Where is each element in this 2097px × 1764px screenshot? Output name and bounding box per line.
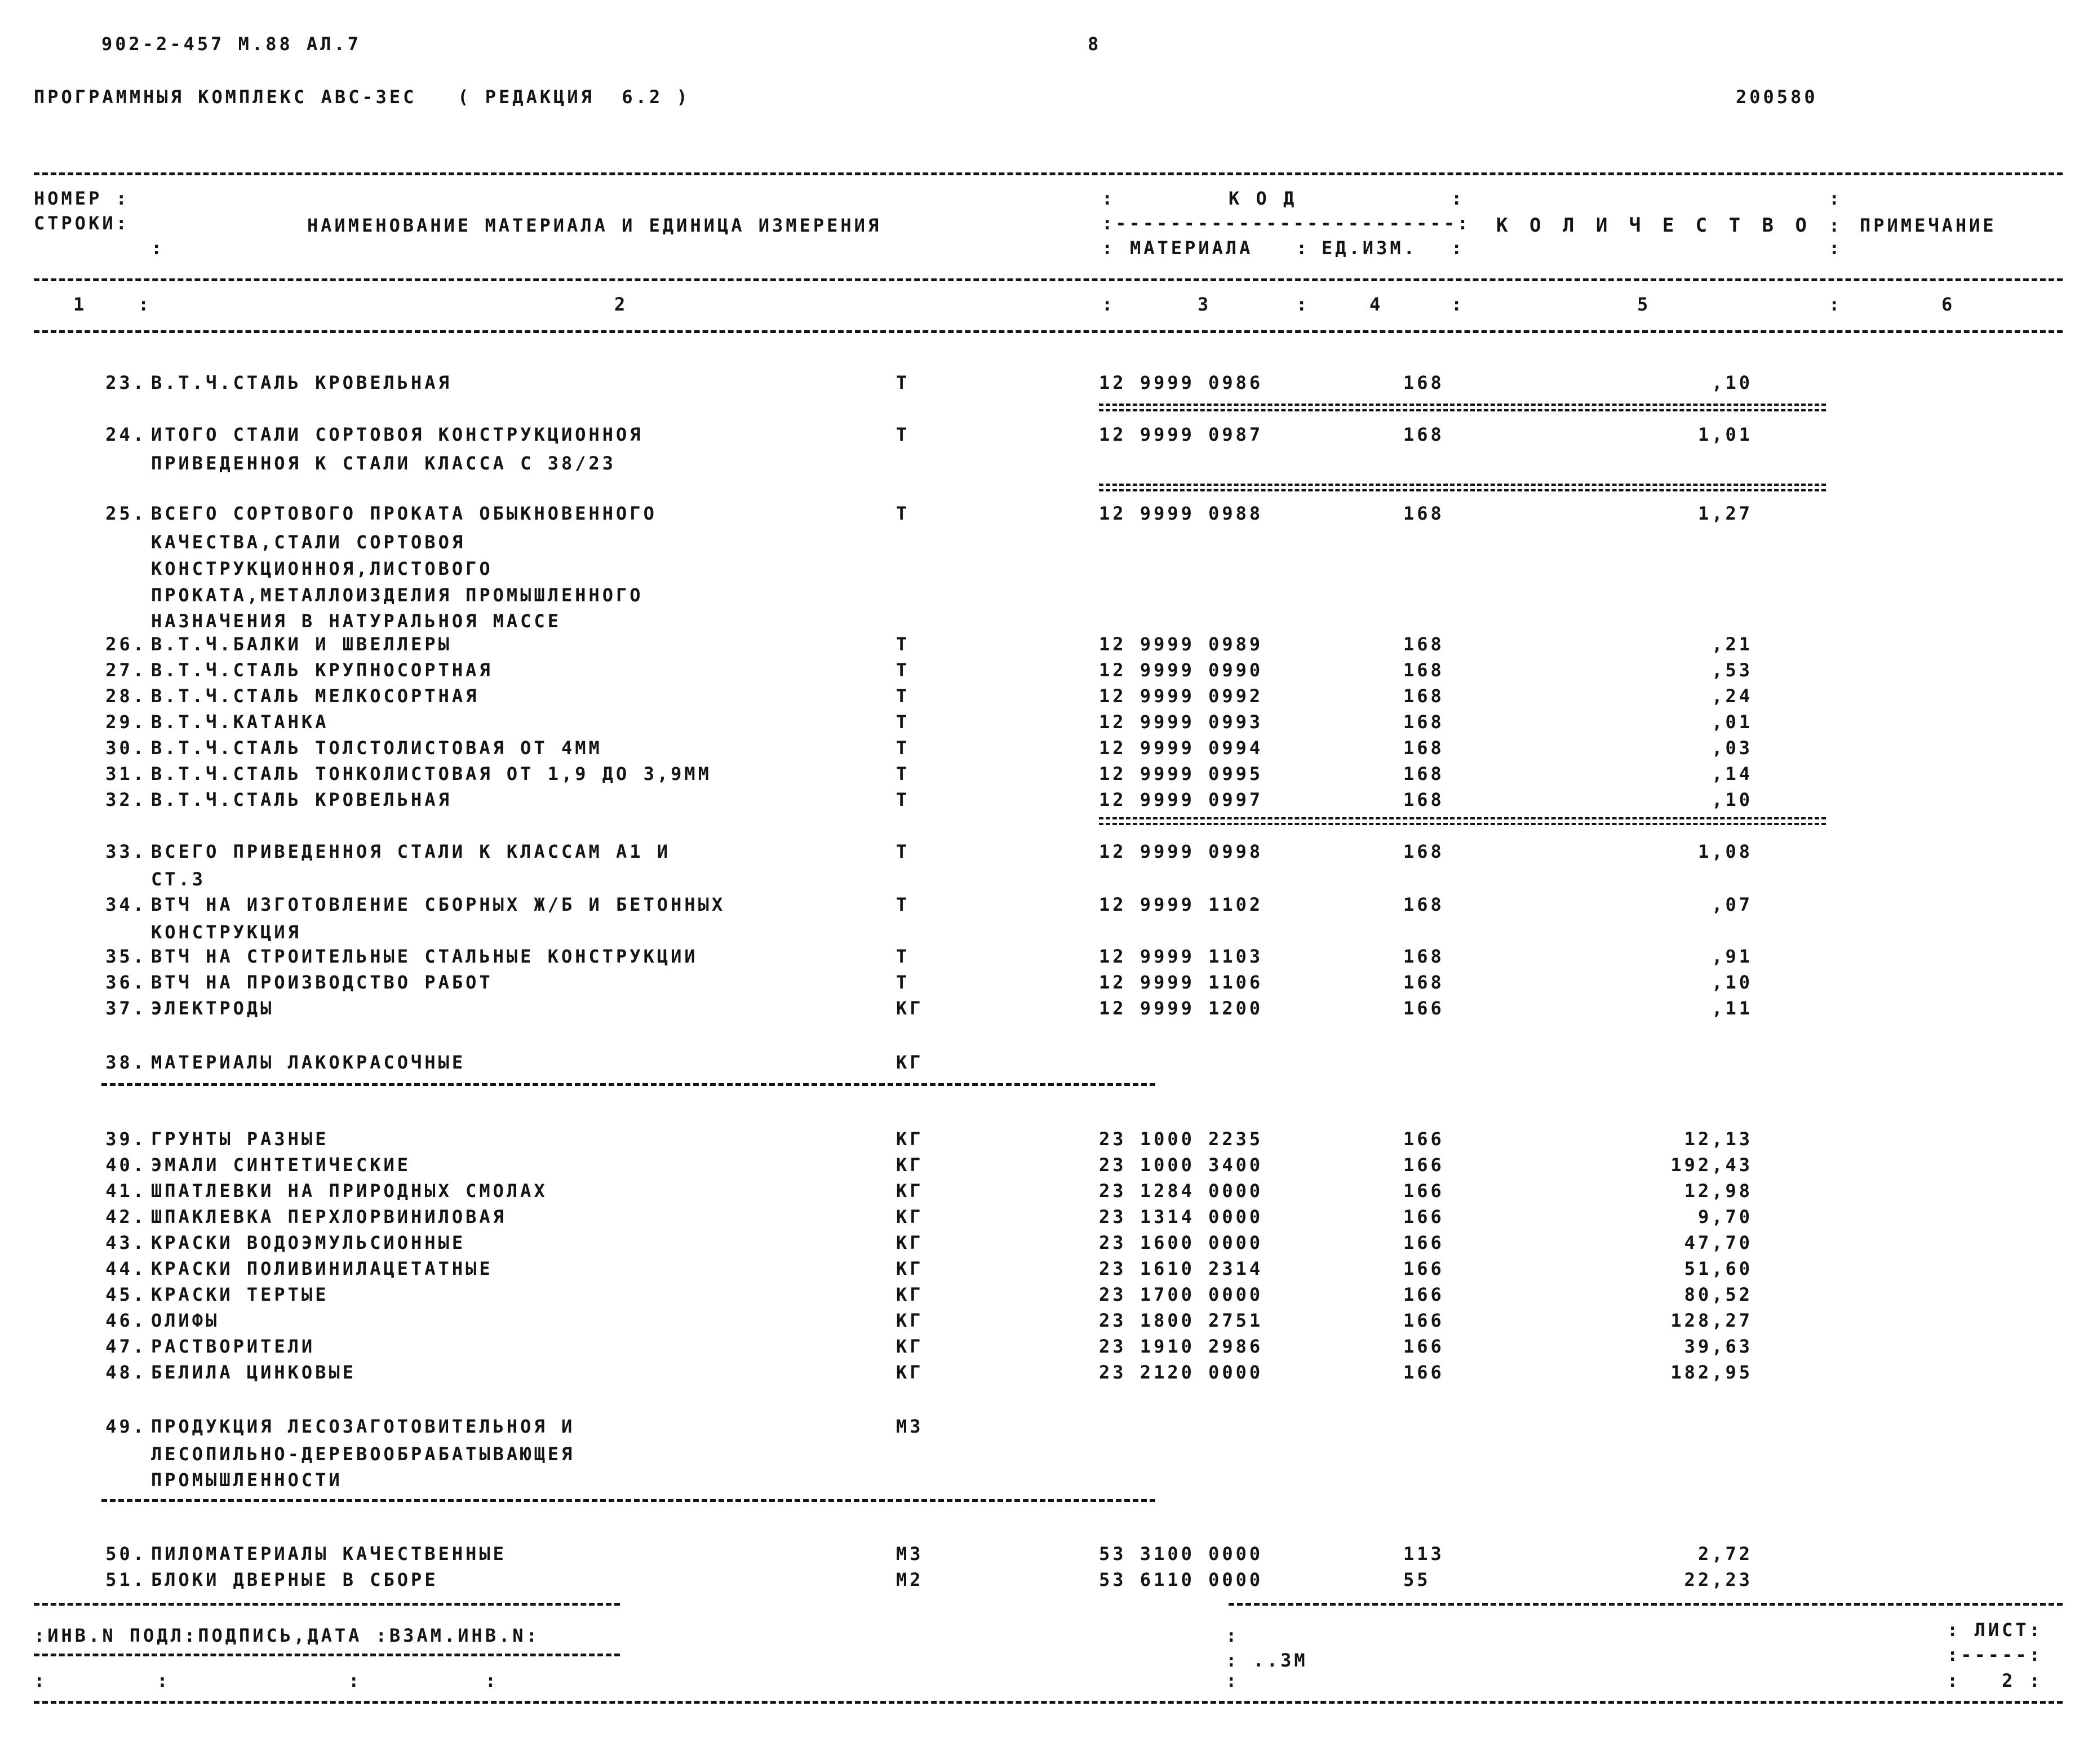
total-separator: [1099, 484, 1826, 491]
row-number: 40.: [105, 1154, 147, 1176]
stamp-colon: :: [1226, 1670, 1240, 1691]
sheet-number: : 2 :: [1947, 1670, 2043, 1691]
quantity: ,07: [1712, 894, 1753, 915]
unit: Т: [896, 763, 910, 785]
row-number: 39.: [105, 1128, 147, 1150]
header-code-colon-e: :: [1451, 237, 1465, 259]
material-code: 12 9999 0995: [1099, 763, 1263, 785]
stamp-bottom-rule: [34, 1701, 2063, 1704]
material-name: ПРОДУКЦИЯ ЛЕСОЗАГОТОВИТЕЛЬНОЯ И: [151, 1416, 575, 1437]
quantity: 192,43: [1670, 1154, 1753, 1176]
program-title: ПРОГРАММНЫЯ КОМПЛЕКС АВС-ЗЕС ( РЕДАКЦИЯ 6.2 ): [34, 86, 690, 108]
document-ref: 902-2-457 М.88 АЛ.7: [101, 33, 362, 55]
row-number: 38.: [105, 1052, 147, 1073]
header-note-colon-c: :: [1829, 237, 1843, 259]
table-row: [0, 763, 2097, 788]
row-number: 34.: [105, 894, 147, 915]
material-code: 12 9999 0994: [1099, 737, 1263, 759]
table-row: [0, 737, 2097, 762]
material-code: 23 1284 0000: [1099, 1180, 1263, 1202]
total-separator: [1099, 404, 1826, 411]
header-code-title: К О Д: [1229, 188, 1297, 209]
row-number: 47.: [105, 1336, 147, 1357]
quantity: ,53: [1712, 659, 1753, 681]
material-code: 23 1314 0000: [1099, 1206, 1263, 1227]
colnum-sep-b: :: [1102, 294, 1116, 315]
header-material-name: НАИМЕНОВАНИЕ МАТЕРИАЛА И ЕДИНИЦА ИЗМЕРЕНИЯ: [307, 215, 882, 236]
quantity: ,11: [1712, 998, 1753, 1019]
material-code: 12 9999 0988: [1099, 503, 1263, 524]
unit-code: 168: [1403, 789, 1444, 810]
row-number: 30.: [105, 737, 147, 759]
unit: М3: [896, 1416, 924, 1437]
unit: КГ: [896, 1052, 924, 1073]
material-name: ШПАТЛЕВКИ НА ПРИРОДНЫХ СМОЛАХ: [151, 1180, 548, 1202]
colnum-4: 4: [1369, 294, 1384, 315]
material-name: ВТЧ НА ПРОИЗВОДСТВО РАБОТ: [151, 972, 493, 993]
table-row: [0, 998, 2097, 1022]
material-name: ИТОГО СТАЛИ СОРТОВОЯ КОНСТРУКЦИОННОЯ: [151, 424, 644, 445]
material-name: КРАСКИ ВОДОЭМУЛЬСИОННЫЕ: [151, 1232, 466, 1253]
quantity: 1,08: [1697, 841, 1753, 862]
material-code: 23 2120 0000: [1099, 1362, 1263, 1383]
header-note-colon-a: :: [1829, 188, 1843, 209]
row-number: 35.: [105, 946, 147, 967]
material-name-cont: НАЗНАЧЕНИЯ В НАТУРАЛЬНОЯ МАССЕ: [151, 610, 561, 632]
unit: Т: [896, 737, 910, 759]
material-code: 12 9999 0986: [1099, 372, 1263, 393]
table-row: [0, 946, 2097, 970]
unit-code: 168: [1403, 372, 1444, 393]
page-number: 8: [1088, 33, 1102, 55]
quantity: ,01: [1712, 711, 1753, 733]
colnum-sep-a: :: [138, 294, 152, 315]
unit-code: 166: [1403, 1258, 1444, 1279]
header-code-divider: :-------------------------:: [1102, 212, 1471, 234]
unit: Т: [896, 789, 910, 810]
header-code-unit: ЕД.ИЗМ.: [1322, 237, 1417, 259]
material-code: 23 1700 0000: [1099, 1284, 1263, 1305]
unit-code: 168: [1403, 503, 1444, 524]
quantity: 128,27: [1670, 1310, 1753, 1331]
unit-code: 166: [1403, 1206, 1444, 1227]
material-name: ВТЧ НА СТРОИТЕЛЬНЫЕ СТАЛЬНЫЕ КОНСТРУКЦИИ: [151, 946, 698, 967]
row-number: 44.: [105, 1258, 147, 1279]
table-row: [0, 633, 2097, 658]
row-number: 46.: [105, 1310, 147, 1331]
row-number: 48.: [105, 1362, 147, 1383]
table-row: [0, 711, 2097, 736]
unit: Т: [896, 946, 910, 967]
material-code: 12 9999 0989: [1099, 633, 1263, 655]
material-name: ВСЕГО СОРТОВОГО ПРОКАТА ОБЫКНОВЕННОГО: [151, 503, 657, 524]
unit: КГ: [896, 1154, 924, 1176]
material-code: 23 1800 2751: [1099, 1310, 1263, 1331]
table-row: [0, 1336, 2097, 1360]
unit-code: 168: [1403, 633, 1444, 655]
material-name: В.Т.Ч.БАЛКИ И ШВЕЛЛЕРЫ: [151, 633, 452, 655]
quantity: 51,60: [1684, 1258, 1753, 1279]
table-row: [0, 1569, 2097, 1594]
unit: Т: [896, 841, 910, 862]
stamp-top-rule-right: [1229, 1603, 2063, 1606]
row-number: 25.: [105, 503, 147, 524]
table-row: [0, 1128, 2097, 1153]
unit-code: 168: [1403, 946, 1444, 967]
material-name-cont: КАЧЕСТВА,СТАЛИ СОРТОВОЯ: [151, 531, 466, 553]
header-note-colon-b: :: [1829, 215, 1843, 236]
sheet-separator: :-----:: [1947, 1644, 2043, 1665]
material-code: 23 1600 0000: [1099, 1232, 1263, 1253]
material-name: ГРУНТЫ РАЗНЫЕ: [151, 1128, 329, 1150]
material-code: 12 9999 0992: [1099, 685, 1263, 707]
unit: КГ: [896, 1362, 924, 1383]
unit: КГ: [896, 998, 924, 1019]
header-top-rule: [34, 172, 2063, 175]
material-name: КРАСКИ ТЕРТЫЕ: [151, 1284, 329, 1305]
colnum-sep-c: :: [1296, 294, 1310, 315]
unit: КГ: [896, 1258, 924, 1279]
material-code: 12 9999 1106: [1099, 972, 1263, 993]
table-row: [0, 503, 2097, 528]
unit-code: 166: [1403, 1336, 1444, 1357]
stamp-mid-text: : ..ЗМ: [1226, 1650, 1308, 1671]
quantity: 39,63: [1684, 1336, 1753, 1357]
colnum-2: 2: [614, 294, 628, 315]
material-name: В.Т.Ч.КАТАНКА: [151, 711, 329, 733]
group-underline: [101, 1499, 1155, 1502]
row-number: 50.: [105, 1543, 147, 1564]
material-name-cont: ПРОКАТА,МЕТАЛЛОИЗДЕЛИЯ ПРОМЫШЛЕННОГО: [151, 584, 644, 606]
table-row-group-heading: [0, 1416, 2097, 1441]
header-row-number-b: СТРОКИ:: [34, 212, 130, 234]
quantity: 12,98: [1684, 1180, 1753, 1202]
table-row: [0, 659, 2097, 684]
material-code: 53 6110 0000: [1099, 1569, 1263, 1590]
row-number: 23.: [105, 372, 147, 393]
quantity: 1,01: [1697, 424, 1753, 445]
stamp-top-rule: [34, 1603, 620, 1606]
header-quantity: К О Л И Ч Е С Т В О: [1496, 214, 1812, 237]
unit: КГ: [896, 1336, 924, 1357]
header-code-colon-b: :: [1451, 188, 1465, 209]
material-name: В.Т.Ч.СТАЛЬ КРОВЕЛЬНАЯ: [151, 372, 452, 393]
unit-code: 168: [1403, 894, 1444, 915]
material-name: В.Т.Ч.СТАЛЬ ТОЛСТОЛИСТОВАЯ ОТ 4ММ: [151, 737, 602, 759]
colnum-6: 6: [1941, 294, 1956, 315]
quantity: ,10: [1712, 789, 1753, 810]
quantity: ,10: [1712, 972, 1753, 993]
unit-code: 113: [1403, 1543, 1444, 1564]
unit-code: 166: [1403, 1310, 1444, 1331]
quantity: 2,72: [1697, 1543, 1753, 1564]
quantity: ,24: [1712, 685, 1753, 707]
material-name: ВСЕГО ПРИВЕДЕННОЯ СТАЛИ К КЛАССАМ А1 И: [151, 841, 671, 862]
quantity: 47,70: [1684, 1232, 1753, 1253]
row-number: 24.: [105, 424, 147, 445]
header-bottom-rule: [34, 330, 2063, 333]
stamp-header: :ИНВ.N ПОДЛ:ПОДПИСЬ,ДАТА :ВЗАМ.ИНВ.N:: [34, 1625, 540, 1646]
quantity: ,14: [1712, 763, 1753, 785]
unit: Т: [896, 894, 910, 915]
row-number: 41.: [105, 1180, 147, 1202]
unit-code: 168: [1403, 711, 1444, 733]
material-code: 12 9999 1200: [1099, 998, 1263, 1019]
unit: М3: [896, 1543, 924, 1564]
unit: КГ: [896, 1310, 924, 1331]
material-name: ВТЧ НА ИЗГОТОВЛЕНИЕ СБОРНЫХ Ж/Б И БЕТОННЫХ: [151, 894, 726, 915]
unit-code: 166: [1403, 1232, 1444, 1253]
material-name-cont: КОНСТРУКЦИЯ: [151, 921, 302, 943]
unit-code: 166: [1403, 1362, 1444, 1383]
material-code: 12 9999 0987: [1099, 424, 1263, 445]
unit: М2: [896, 1569, 924, 1590]
quantity: ,91: [1712, 946, 1753, 967]
stamp-colon: :: [1226, 1625, 1240, 1646]
colnum-sep-e: :: [1829, 294, 1843, 315]
table-row-group-heading: [0, 1052, 2097, 1076]
material-name-cont: ПРОМЫШЛЕННОСТИ: [151, 1469, 343, 1491]
material-code: 12 9999 1103: [1099, 946, 1263, 967]
unit: КГ: [896, 1206, 924, 1227]
header-col1-colon: :: [151, 237, 165, 259]
unit-code: 166: [1403, 1284, 1444, 1305]
material-code: 53 3100 0000: [1099, 1543, 1263, 1564]
table-row: [0, 972, 2097, 996]
table-row: [0, 372, 2097, 397]
material-code: 23 1610 2314: [1099, 1258, 1263, 1279]
material-name: ЭЛЕКТРОДЫ: [151, 998, 274, 1019]
unit-code: 168: [1403, 737, 1444, 759]
material-name: ЭМАЛИ СИНТЕТИЧЕСКИЕ: [151, 1154, 411, 1176]
quantity: 80,52: [1684, 1284, 1753, 1305]
material-name: БЕЛИЛА ЦИНКОВЫЕ: [151, 1362, 356, 1383]
quantity: 1,27: [1697, 503, 1753, 524]
material-name: МАТЕРИАЛЫ ЛАКОКРАСОЧНЫЕ: [151, 1052, 466, 1073]
material-name-cont: КОНСТРУКЦИОННОЯ,ЛИСТОВОГО: [151, 558, 493, 579]
unit-code: 168: [1403, 763, 1444, 785]
unit-code: 166: [1403, 1180, 1444, 1202]
unit: КГ: [896, 1180, 924, 1202]
material-name-cont: СТ.3: [151, 868, 206, 890]
table-row: [0, 1310, 2097, 1335]
material-code: 23 1000 3400: [1099, 1154, 1263, 1176]
material-code: 12 9999 0990: [1099, 659, 1263, 681]
unit: Т: [896, 711, 910, 733]
material-code: 12 9999 0997: [1099, 789, 1263, 810]
row-number: 45.: [105, 1284, 147, 1305]
material-name: В.Т.Ч.СТАЛЬ МЕЛКОСОРТНАЯ: [151, 685, 480, 707]
row-number: 43.: [105, 1232, 147, 1253]
header-code-material: МАТЕРИАЛА: [1130, 237, 1253, 259]
row-number: 42.: [105, 1206, 147, 1227]
unit-code: 166: [1403, 1128, 1444, 1150]
row-number: 26.: [105, 633, 147, 655]
material-name: В.Т.Ч.СТАЛЬ КРУПНОСОРТНАЯ: [151, 659, 493, 681]
table-row: [0, 1154, 2097, 1179]
unit: Т: [896, 424, 910, 445]
material-name: В.Т.Ч.СТАЛЬ КРОВЕЛЬНАЯ: [151, 789, 452, 810]
unit-code: 55: [1403, 1569, 1431, 1590]
colnum-3: 3: [1198, 294, 1212, 315]
quantity: ,10: [1712, 372, 1753, 393]
row-number: 49.: [105, 1416, 147, 1437]
row-number: 31.: [105, 763, 147, 785]
unit: Т: [896, 659, 910, 681]
row-number: 51.: [105, 1569, 147, 1590]
unit: Т: [896, 633, 910, 655]
material-name: ПИЛОМАТЕРИАЛЫ КАЧЕСТВЕННЫЕ: [151, 1543, 507, 1564]
material-code: 12 9999 0998: [1099, 841, 1263, 862]
material-name-cont: ПРИВЕДЕННОЯ К СТАЛИ КЛАССА С 38/23: [151, 453, 617, 474]
unit: КГ: [896, 1232, 924, 1253]
table-row: [0, 1232, 2097, 1257]
total-separator: [1099, 817, 1826, 825]
unit-code: 168: [1403, 659, 1444, 681]
material-name: БЛОКИ ДВЕРНЫЕ В СБОРЕ: [151, 1569, 438, 1590]
stamp-cells: : : : :: [34, 1670, 499, 1691]
unit-code: 168: [1403, 972, 1444, 993]
row-number: 27.: [105, 659, 147, 681]
unit: КГ: [896, 1284, 924, 1305]
table-row: [0, 894, 2097, 919]
material-code: 23 1910 2986: [1099, 1336, 1263, 1357]
unit-code: 166: [1403, 1154, 1444, 1176]
table-row: [0, 1284, 2097, 1309]
unit: Т: [896, 372, 910, 393]
unit: Т: [896, 503, 910, 524]
table-row: [0, 1180, 2097, 1205]
material-name: ШПАКЛЕВКА ПЕРХЛОРВИНИЛОВАЯ: [151, 1206, 507, 1227]
unit-code: 166: [1403, 998, 1444, 1019]
unit: Т: [896, 685, 910, 707]
colnum-1: 1: [73, 294, 87, 315]
row-number: 32.: [105, 789, 147, 810]
document-code: 200580: [1736, 86, 1818, 108]
unit-code: 168: [1403, 424, 1444, 445]
material-name: РАСТВОРИТЕЛИ: [151, 1336, 316, 1357]
row-number: 29.: [105, 711, 147, 733]
row-number: 28.: [105, 685, 147, 707]
table-row: [0, 1258, 2097, 1283]
header-code-colon-d: :: [1296, 237, 1310, 259]
material-code: 12 9999 1102: [1099, 894, 1263, 915]
material-name-cont: ЛЕСОПИЛЬНО-ДЕРЕВООБРАБАТЫВАЮЩЕЯ: [151, 1443, 575, 1465]
sheet-label: : ЛИСТ:: [1947, 1619, 2043, 1641]
quantity: 22,23: [1684, 1569, 1753, 1590]
header-mid-rule: [34, 278, 2063, 281]
material-name: ОЛИФЫ: [151, 1310, 220, 1331]
table-row: [0, 841, 2097, 866]
quantity: 182,95: [1670, 1362, 1753, 1383]
quantity: ,21: [1712, 633, 1753, 655]
table-row: [0, 789, 2097, 814]
colnum-sep-d: :: [1451, 294, 1465, 315]
material-code: 23 1000 2235: [1099, 1128, 1263, 1150]
row-number: 36.: [105, 972, 147, 993]
stamp-mid-rule: [34, 1654, 620, 1656]
quantity: 9,70: [1697, 1206, 1753, 1227]
row-number: 37.: [105, 998, 147, 1019]
unit-code: 168: [1403, 841, 1444, 862]
unit: Т: [896, 972, 910, 993]
table-row: [0, 424, 2097, 449]
header-note: ПРИМЕЧАНИЕ: [1860, 215, 1997, 236]
material-code: 12 9999 0993: [1099, 711, 1263, 733]
row-number: 33.: [105, 841, 147, 862]
table-row: [0, 1206, 2097, 1231]
header-code-colon-c: :: [1102, 237, 1116, 259]
material-name: КРАСКИ ПОЛИВИНИЛАЦЕТАТНЫЕ: [151, 1258, 493, 1279]
unit: КГ: [896, 1128, 924, 1150]
header-row-number-a: НОМЕР :: [34, 188, 130, 209]
colnum-5: 5: [1637, 294, 1651, 315]
unit-code: 168: [1403, 685, 1444, 707]
table-row: [0, 1543, 2097, 1568]
material-name: В.Т.Ч.СТАЛЬ ТОНКОЛИСТОВАЯ ОТ 1,9 ДО 3,9ММ: [151, 763, 712, 785]
table-row: [0, 685, 2097, 710]
table-row: [0, 1362, 2097, 1386]
quantity: 12,13: [1684, 1128, 1753, 1150]
quantity: ,03: [1712, 737, 1753, 759]
header-code-colon-a: :: [1102, 188, 1116, 209]
group-underline: [101, 1083, 1155, 1086]
